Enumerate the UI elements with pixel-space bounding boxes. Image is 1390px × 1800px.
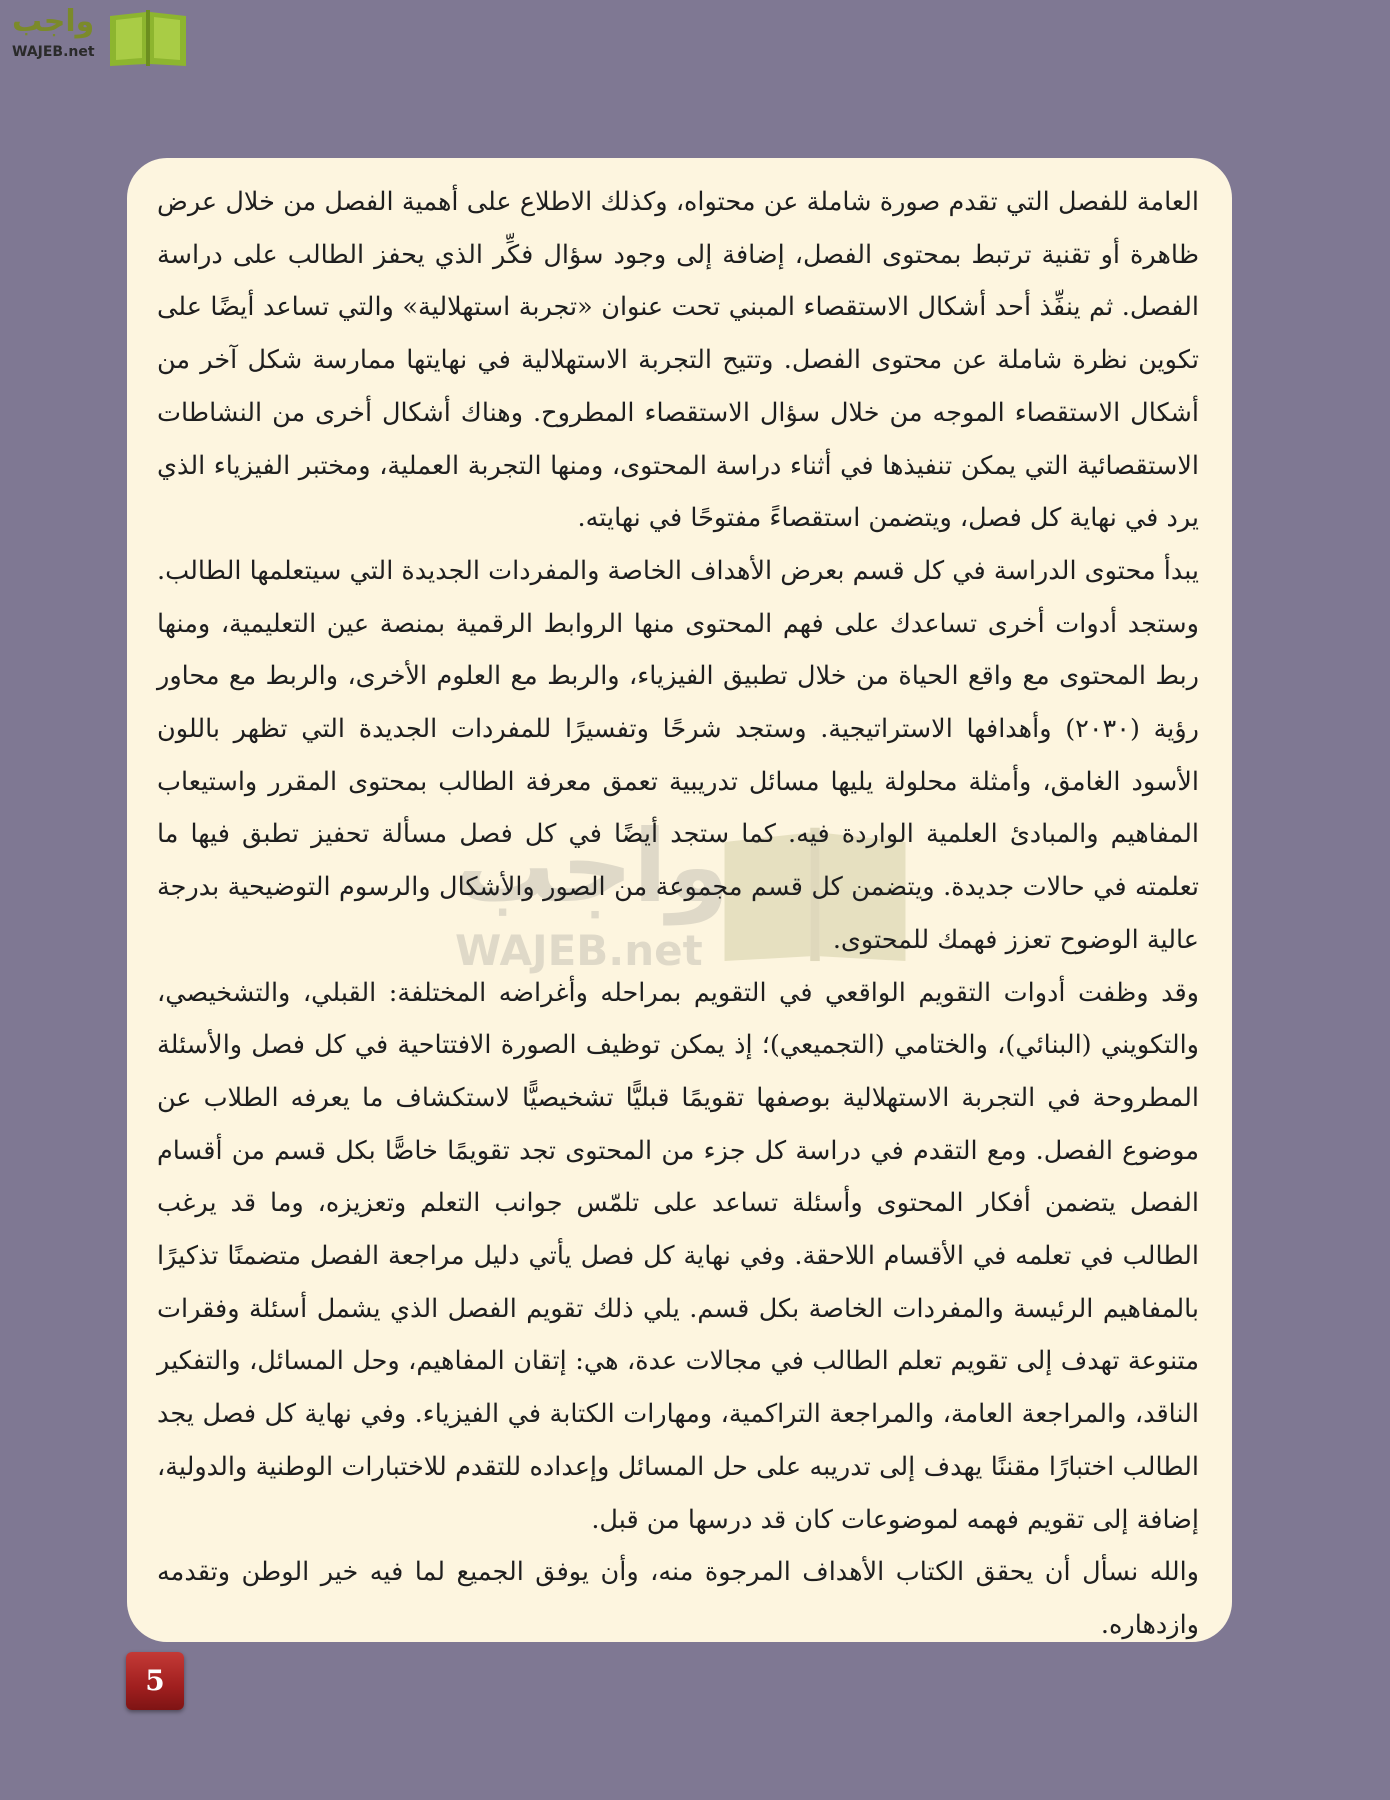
paragraph-content-tools: يبدأ محتوى الدراسة في كل قسم بعرض الأهداف الخاصة والمفردات الجديدة التي سيتعلمها الطالب. وستجد أدوات أخرى تساعدك على فهم المحتوى منها الروابط الرقمية بمنصة عين التعليمية، ومنها ربط المحتوى مع واقع الحياة من خلال تطبيق الفيزياء، والربط مع العلوم الأخرى، والربط مع محاور رؤية (٢٠٣٠) وأهدافها الاستراتيجية. وستجد شرحًا وتفسيرًا للمفردات الجديدة التي تظهر باللون الأسود الغامق، وأمثلة محلولة يليها مسائل تدريبية تعمق معرفة الطالب بمحتوى المقرر واستيعاب المفاهيم والمبادئ العلمية الواردة فيه. كما ستجد أيضًا في كل فصل مسألة تحفيز تطبق فيها ما تعلمته في حالات جديدة. ويتضمن كل قسم مجموعة من الصور والأشكال والرسوم التوضيحية بدرجة عالية الوضوح تعزز فهمك للمحتوى. xyxy=(157,555,1199,955)
watermark-latin-text: WAJEB.net xyxy=(455,926,703,975)
paragraph-assessment: وقد وظفت أدوات التقويم الواقعي في التقويم بمراحله وأغراضه المختلفة: القبلي، والتشخيصي، والتكويني (البنائي)، والختامي (التجميعي)؛ إذ يمكن توظيف الصورة الافتتاحية في كل فصل والأسئلة المطروحة في التجربة الاستهلالية بوصفها تقويمًا قبليًّا تشخيصيًّا لاستكشاف ما يعرفه الطلاب عن موضوع الفصل. ومع التقدم في دراسة كل جزء من المحتوى تجد تقويمًا خاصًّا بكل قسم من أقسام الفصل يتضمن أفكار المحتوى وأسئلة تساعد على تلمّس جوانب التعلم وتعزيزه، وما قد يرغب الطالب في تعلمه في الأقسام اللاحقة. وفي نهاية كل فصل يأتي دليل مراجعة الفصل متضمنًا تذكيرًا بالمفاهيم الرئيسة والمفردات الخاصة بكل قسم. يلي ذلك تقويم الفصل الذي يشمل أسئلة وفقرات متنوعة تهدف إلى تقويم تعلم الطالب في مجالات عدة، هي: إتقان المفاهيم، وحل المسائل، والتفكير الناقد، والمراجعة العامة، والمراجعة التراكمية، ومهارات الكتابة في الفيزياء. وفي نهاية كل فصل يجد الطالب اختبارًا مقننًا يهدف إلى تدريبه على حل المسائل وإعداده للتقدم للاختبارات الوطنية والدولية، إضافة إلى تقويم فهمه لموضوعات كان قد درسها من قبل. xyxy=(157,977,1199,1535)
paragraph-closing: والله نسأل أن يحقق الكتاب الأهداف المرجوة منه، وأن يوفق الجميع لما فيه خير الوطن وتقدمه وازدهاره. xyxy=(157,1557,1199,1640)
book-icon xyxy=(106,6,190,68)
paragraph-intro-continued: العامة للفصل التي تقدم صورة شاملة عن محتواه، وكذلك الاطلاع على أهمية الفصل من خلال عرض ظاهرة أو تقنية ترتبط بمحتوى الفصل، إضافة إلى وجود سؤال فكِّر الذي يحفز الطالب على دراسة الفصل. ثم ينفِّذ أحد أشكال الاستقصاء المبني تحت عنوان «تجربة استهلالية» والتي تساعد أيضًا على تكوين نظرة شاملة عن محتوى الفصل. وتتيح التجربة الاستهلالية في نهايتها ممارسة شكل آخر من أشكال الاستقصاء الموجه من خلال سؤال الاستقصاء المطروح. وهناك أشكال أخرى من النشاطات الاستقصائية التي يمكن تنفيذها في أثناء دراسة المحتوى، ومنها التجربة العملية، ومختبر الفيزياء الذي يرد في نهاية كل فصل، ويتضمن استقصاءً مفتوحًا في نهايته. xyxy=(157,187,1200,534)
logo-latin-text: WAJEB.net xyxy=(12,44,95,60)
wajeb-logo[interactable] xyxy=(10,4,190,70)
body-text xyxy=(157,176,1199,1652)
watermark-arabic-text: واجب xyxy=(455,808,730,925)
logo-arabic-text: واجب xyxy=(12,4,95,39)
page-number-badge: 5 xyxy=(126,1652,184,1710)
